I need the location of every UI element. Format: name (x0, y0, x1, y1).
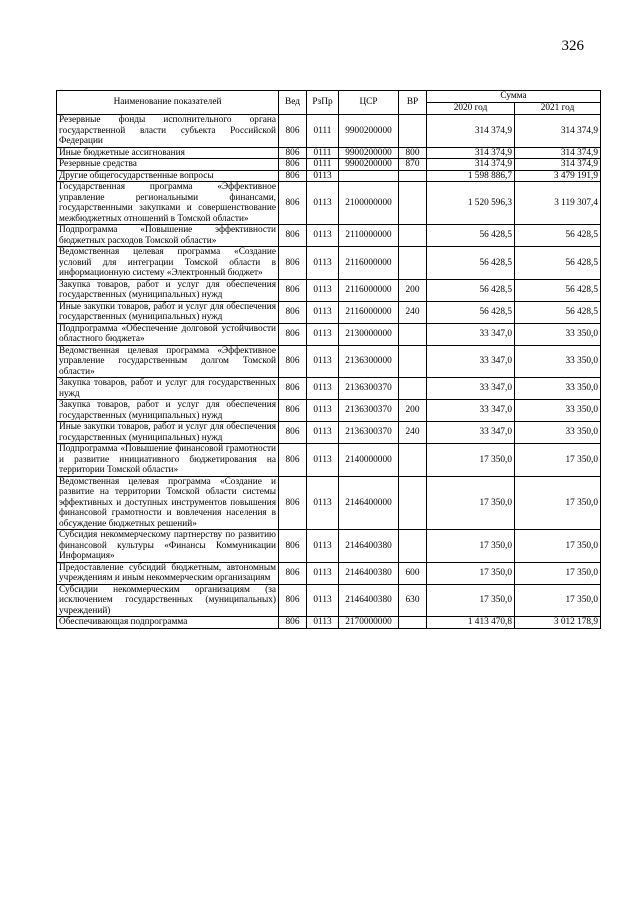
header-ved: Вед (279, 91, 307, 115)
row-2020: 1 413 470,8 (427, 617, 515, 629)
row-ved: 806 (279, 323, 307, 345)
row-rzpr: 0113 (307, 182, 339, 225)
header-rzpr: РзПр (307, 91, 339, 115)
row-2021: 314 374,9 (515, 159, 601, 171)
header-csr: ЦСР (339, 91, 399, 115)
header-2020: 2020 год (427, 103, 515, 115)
table-row (57, 584, 601, 617)
row-csr: 9900200000 (339, 159, 399, 171)
row-2020: 17 350,0 (427, 530, 515, 563)
row-vr: 240 (399, 422, 427, 444)
row-name: Подпрограмма «Повышение финансовой грамотности и развитие инициативного бюджетирования на территории Томской области» (57, 444, 279, 477)
row-ved: 806 (279, 115, 307, 148)
row-name: Субсидия некоммерческому партнерству по развитию финансовой культуры «Финансы Коммуникации Информация» (57, 530, 279, 563)
row-rzpr: 0113 (307, 345, 339, 378)
row-rzpr: 0113 (307, 323, 339, 345)
row-vr (399, 182, 427, 225)
row-rzpr: 0113 (307, 170, 339, 182)
row-ved: 806 (279, 422, 307, 444)
row-2021: 56 428,5 (515, 301, 601, 323)
row-2020: 56 428,5 (427, 247, 515, 280)
row-csr: 2116000000 (339, 279, 399, 301)
row-csr: 2116000000 (339, 301, 399, 323)
row-name: Резервные средства (57, 159, 279, 171)
header-sum: Сумма (427, 91, 601, 103)
row-ved: 806 (279, 247, 307, 280)
row-csr: 2170000000 (339, 617, 399, 629)
row-csr: 2146400000 (339, 476, 399, 530)
row-ved: 806 (279, 301, 307, 323)
row-name: Предоставление субсидий бюджетным, автономным учреждениям и иным некоммерческим организациям (57, 562, 279, 584)
row-name: Закупка товаров, работ и услуг для обеспечения государственных (муниципальных) нужд (57, 400, 279, 422)
row-rzpr: 0113 (307, 444, 339, 477)
row-vr: 800 (399, 147, 427, 159)
row-name: Обеспечивающая подпрограмма (57, 617, 279, 629)
row-name: Подпрограмма «Обеспечение долговой устойчивости областного бюджета» (57, 323, 279, 345)
table-row (57, 378, 601, 400)
table-row (57, 147, 601, 159)
row-name: Закупка товаров, работ и услуг для обеспечения государственных (муниципальных) нужд (57, 279, 279, 301)
row-2020: 314 374,9 (427, 115, 515, 148)
row-2021: 17 350,0 (515, 562, 601, 584)
row-2020: 17 350,0 (427, 444, 515, 477)
table-row (57, 323, 601, 345)
row-vr (399, 170, 427, 182)
row-vr (399, 617, 427, 629)
table-row (57, 115, 601, 148)
row-2020: 17 350,0 (427, 584, 515, 617)
table-row (57, 400, 601, 422)
row-rzpr: 0113 (307, 301, 339, 323)
table-row (57, 422, 601, 444)
row-rzpr: 0113 (307, 225, 339, 247)
row-csr: 2146400380 (339, 562, 399, 584)
row-csr: 2136300370 (339, 400, 399, 422)
row-csr: 2136300000 (339, 345, 399, 378)
row-rzpr: 0113 (307, 617, 339, 629)
row-name: Закупка товаров, работ и услуг для государственных нужд (57, 378, 279, 400)
row-vr (399, 225, 427, 247)
header-2021: 2021 год (515, 103, 601, 115)
row-ved: 806 (279, 476, 307, 530)
row-csr: 2116000000 (339, 247, 399, 280)
row-2021: 56 428,5 (515, 279, 601, 301)
row-2020: 314 374,9 (427, 147, 515, 159)
row-rzpr: 0113 (307, 562, 339, 584)
row-csr: 2130000000 (339, 323, 399, 345)
row-vr: 600 (399, 562, 427, 584)
row-vr: 200 (399, 400, 427, 422)
row-2021: 56 428,5 (515, 225, 601, 247)
row-name: Субсидии некоммерческим организациям (за исключением государственных (муниципальных) учреждений) (57, 584, 279, 617)
row-2021: 33 350,0 (515, 378, 601, 400)
row-2021: 17 350,0 (515, 476, 601, 530)
row-2020: 33 347,0 (427, 422, 515, 444)
row-csr: 2146400380 (339, 584, 399, 617)
row-csr: 2146400380 (339, 530, 399, 563)
row-rzpr: 0113 (307, 247, 339, 280)
row-2020: 33 347,0 (427, 378, 515, 400)
row-rzpr: 0111 (307, 147, 339, 159)
row-vr (399, 115, 427, 148)
row-rzpr: 0113 (307, 530, 339, 563)
row-ved: 806 (279, 279, 307, 301)
table-body (57, 115, 601, 629)
row-rzpr: 0111 (307, 159, 339, 171)
row-rzpr: 0113 (307, 422, 339, 444)
row-name: Иные бюджетные ассигнования (57, 147, 279, 159)
row-ved: 806 (279, 444, 307, 477)
row-vr (399, 444, 427, 477)
row-csr: 9900200000 (339, 147, 399, 159)
row-vr: 630 (399, 584, 427, 617)
row-ved: 806 (279, 170, 307, 182)
row-2021: 33 350,0 (515, 422, 601, 444)
page-number: 326 (561, 38, 584, 54)
row-name: Иные закупки товаров, работ и услуг для обеспечения государственных (муниципальных) нужд (57, 422, 279, 444)
row-2021: 17 350,0 (515, 444, 601, 477)
header-name: Наименование показателей (57, 91, 279, 115)
table-row (57, 159, 601, 171)
row-csr: 2136300370 (339, 422, 399, 444)
row-ved: 806 (279, 400, 307, 422)
row-ved: 806 (279, 225, 307, 247)
row-vr (399, 345, 427, 378)
table-row (57, 170, 601, 182)
row-name: Ведомственная целевая программа «Создание условий для интеграции Томской области в информационную систему «Электронный бюджет» (57, 247, 279, 280)
table-row (57, 444, 601, 477)
row-2020: 33 347,0 (427, 345, 515, 378)
row-ved: 806 (279, 562, 307, 584)
row-vr: 240 (399, 301, 427, 323)
row-csr: 2100000000 (339, 182, 399, 225)
row-vr (399, 530, 427, 563)
row-csr: 2140000000 (339, 444, 399, 477)
row-2020: 1 598 886,7 (427, 170, 515, 182)
table-row (57, 345, 601, 378)
row-ved: 806 (279, 530, 307, 563)
row-rzpr: 0113 (307, 400, 339, 422)
table-row (57, 279, 601, 301)
table-row (57, 617, 601, 629)
row-2021: 3 119 307,4 (515, 182, 601, 225)
row-2021: 314 374,9 (515, 115, 601, 148)
row-name: Ведомственная целевая программа «Создание и развитие на территории Томской области системы эффективных и доступных инструментов повышения финансовой грамотности и вовлечения населения в обсуждение бюджетных решений» (57, 476, 279, 530)
row-2021: 3 479 191,9 (515, 170, 601, 182)
row-2020: 33 347,0 (427, 323, 515, 345)
row-2021: 33 350,0 (515, 345, 601, 378)
row-vr (399, 247, 427, 280)
row-2020: 314 374,9 (427, 159, 515, 171)
row-2020: 1 520 596,3 (427, 182, 515, 225)
table-row (57, 562, 601, 584)
row-ved: 806 (279, 147, 307, 159)
row-rzpr: 0113 (307, 279, 339, 301)
row-name: Резервные фонды исполнительного органа государственной власти субъекта Российской Федерации (57, 115, 279, 148)
row-csr (339, 170, 399, 182)
row-2020: 56 428,5 (427, 301, 515, 323)
row-vr: 200 (399, 279, 427, 301)
row-2021: 17 350,0 (515, 530, 601, 563)
table-row (57, 225, 601, 247)
row-ved: 806 (279, 378, 307, 400)
row-name: Подпрограмма «Повышение эффективности бюджетных расходов Томской области» (57, 225, 279, 247)
row-2021: 3 012 178,9 (515, 617, 601, 629)
row-name: Государственная программа «Эффективное управление региональными финансами, государственными закупками и совершенствование межбюджетных отношений в Томской области» (57, 182, 279, 225)
row-ved: 806 (279, 159, 307, 171)
row-csr: 2136300370 (339, 378, 399, 400)
row-rzpr: 0113 (307, 476, 339, 530)
row-name: Иные закупки товаров, работ и услуг для обеспечения государственных (муниципальных) нужд (57, 301, 279, 323)
row-ved: 806 (279, 345, 307, 378)
row-name: Другие общегосударственные вопросы (57, 170, 279, 182)
row-2020: 56 428,5 (427, 225, 515, 247)
row-csr: 9900200000 (339, 115, 399, 148)
table-row (57, 182, 601, 225)
row-vr (399, 378, 427, 400)
table-row (57, 476, 601, 530)
row-vr (399, 323, 427, 345)
row-name: Ведомственная целевая программа «Эффективное управление государственным долгом Томской области» (57, 345, 279, 378)
row-vr (399, 476, 427, 530)
header-vr: ВР (399, 91, 427, 115)
budget-table (56, 90, 601, 629)
row-rzpr: 0111 (307, 115, 339, 148)
row-ved: 806 (279, 182, 307, 225)
table-row (57, 530, 601, 563)
row-2021: 314 374,9 (515, 147, 601, 159)
row-2020: 17 350,0 (427, 476, 515, 530)
row-2020: 56 428,5 (427, 279, 515, 301)
table-row (57, 301, 601, 323)
row-csr: 2110000000 (339, 225, 399, 247)
table-row (57, 247, 601, 280)
row-ved: 806 (279, 584, 307, 617)
row-ved: 806 (279, 617, 307, 629)
row-2021: 33 350,0 (515, 323, 601, 345)
row-rzpr: 0113 (307, 378, 339, 400)
row-2020: 17 350,0 (427, 562, 515, 584)
row-2021: 56 428,5 (515, 247, 601, 280)
row-rzpr: 0113 (307, 584, 339, 617)
row-vr: 870 (399, 159, 427, 171)
row-2021: 17 350,0 (515, 584, 601, 617)
row-2020: 33 347,0 (427, 400, 515, 422)
row-2021: 33 350,0 (515, 400, 601, 422)
